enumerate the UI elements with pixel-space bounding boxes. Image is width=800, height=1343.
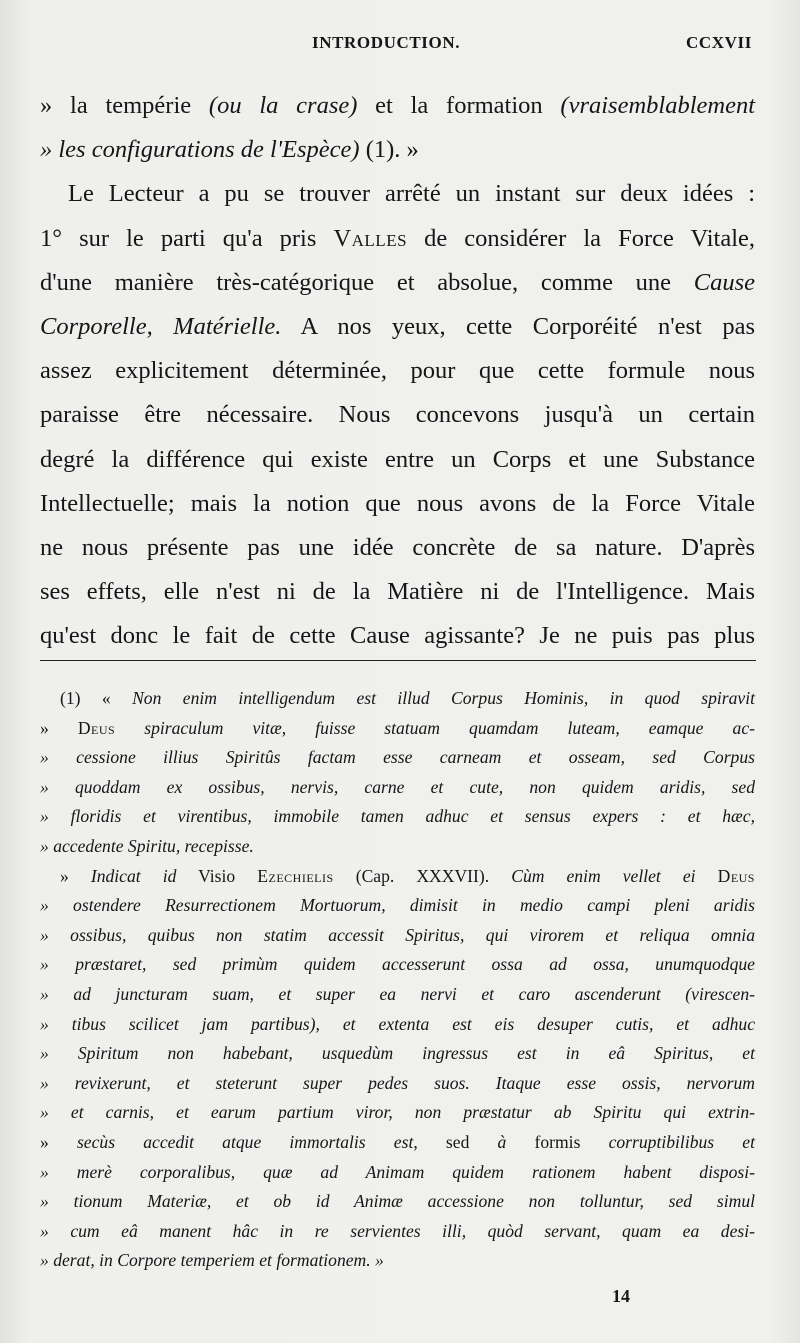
footnote-line-13: » Spiritum non habebant, usquedùm ingressus est in eâ Spiritus, et — [40, 1043, 755, 1064]
footnote-line-11: » ad juncturam suam, et super ea nervi et caro ascenderunt (virescen- — [40, 983, 755, 1004]
text-line-3: Le Lecteur a pu se trouver arrêté un instant sur deux idées : — [68, 180, 755, 208]
footnote-line-16: » secùs accedit atque immortalis est, sed à formis corruptibilibus et — [40, 1131, 755, 1152]
text-line-11: ne nous présente pas une idée concrète de sa nature. D'après — [40, 533, 755, 561]
footnote-line-5: » floridis et virentibus, immobile tamen adhuc et sensus expers : et hæc, — [40, 806, 755, 827]
text-line-7: assez explicitement déterminée, pour que cette formule nous — [40, 357, 755, 385]
text-line-13: qu'est donc le fait de cette Cause agissante? Je ne puis pas plus — [40, 622, 755, 650]
text-line-10: Intellectuelle; mais la notion que nous avons de la Force Vitale — [40, 489, 755, 517]
footnote-line-1: (1) « Non enim intelligendum est illud Corpus Hominis, in quod spiravit — [60, 688, 755, 708]
footnote — [40, 684, 755, 1276]
footnote-line-14: » revixerunt, et steterunt super pedes suos. Itaque esse ossis, nervorum — [40, 1072, 755, 1093]
text-line-8: paraisse être nécessaire. Nous concevons jusqu'à un certain — [40, 401, 755, 429]
footnote-line-6: » accedente Spiritu, recepisse. — [40, 835, 254, 856]
running-header — [40, 33, 752, 59]
text-line-2: » les configurations de l'Espèce) (1). » — [40, 136, 419, 164]
text-line-6: Corporelle, Matérielle. A nos yeux, cette Corporéité n'est pas — [40, 312, 755, 340]
footnote-line-7: » Indicat id Visio Ezechielis (Cap. XXXVII). Cùm enim vellet ei Deus — [60, 865, 755, 886]
footnote-line-18: » tionum Materiæ, et ob id Animæ accessione non tolluntur, sed simul — [40, 1191, 755, 1212]
footnote-line-17: » merè corporalibus, quæ ad Animam quidem rationem habent disposi- — [40, 1161, 755, 1182]
text-line-9: degré la différence qui existe entre un Corps et une Substance — [40, 445, 755, 473]
footnote-line-9: » ossibus, quibus non statim accessit Spiritus, qui virorem et reliqua omnia — [40, 924, 755, 945]
footnote-line-20: » derat, in Corpore temperiem et formationem. » — [40, 1250, 384, 1271]
page-number-roman: CCXVII — [686, 33, 752, 52]
signature-mark: 14 — [612, 1286, 630, 1306]
footnote-line-8: » ostendere Resurrectionem Mortuorum, dimisit in medio campi pleni aridis — [40, 895, 755, 916]
footnote-line-4: » quoddam ex ossibus, nervis, carne et cute, non quidem aridis, sed — [40, 776, 755, 797]
text-line-4: 1° sur le parti qu'a pris Valles de considérer la Force Vitale, — [40, 224, 756, 252]
text-line-12: ses effets, elle n'est ni de la Matière ni de l'Intelligence. Mais — [40, 578, 755, 606]
text-line-5: d'une manière très-catégorique et absolue, comme une Cause — [40, 268, 755, 296]
footnote-line-2: » Deus spiraculum vitæ, fuisse statuam quamdam luteam, eamque ac- — [40, 717, 755, 738]
footnote-line-3: » cessione illius Spiritûs factam esse carneam et osseam, sed Corpus — [40, 747, 755, 768]
text-line-1: » la tempérie (ou la crase) et la formation (vraisemblablement — [40, 92, 755, 119]
running-title: INTRODUCTION. — [312, 33, 461, 52]
footnote-line-12: » tibus scilicet jam partibus), et extenta est eis desuper cutis, et adhuc — [40, 1013, 755, 1034]
footnote-line-15: » et carnis, et earum partium viror, non præstatur ab Spiritu qui extrin- — [40, 1102, 755, 1123]
footnote-line-10: » præstaret, sed primùm quidem accesserunt ossa ad ossa, unumquodque — [40, 954, 755, 975]
main-text — [40, 84, 755, 658]
footnote-line-19: » cum eâ manent hâc in re servientes illi, quòd servant, quam ea desi- — [40, 1220, 755, 1241]
footnote-rule — [40, 660, 756, 661]
